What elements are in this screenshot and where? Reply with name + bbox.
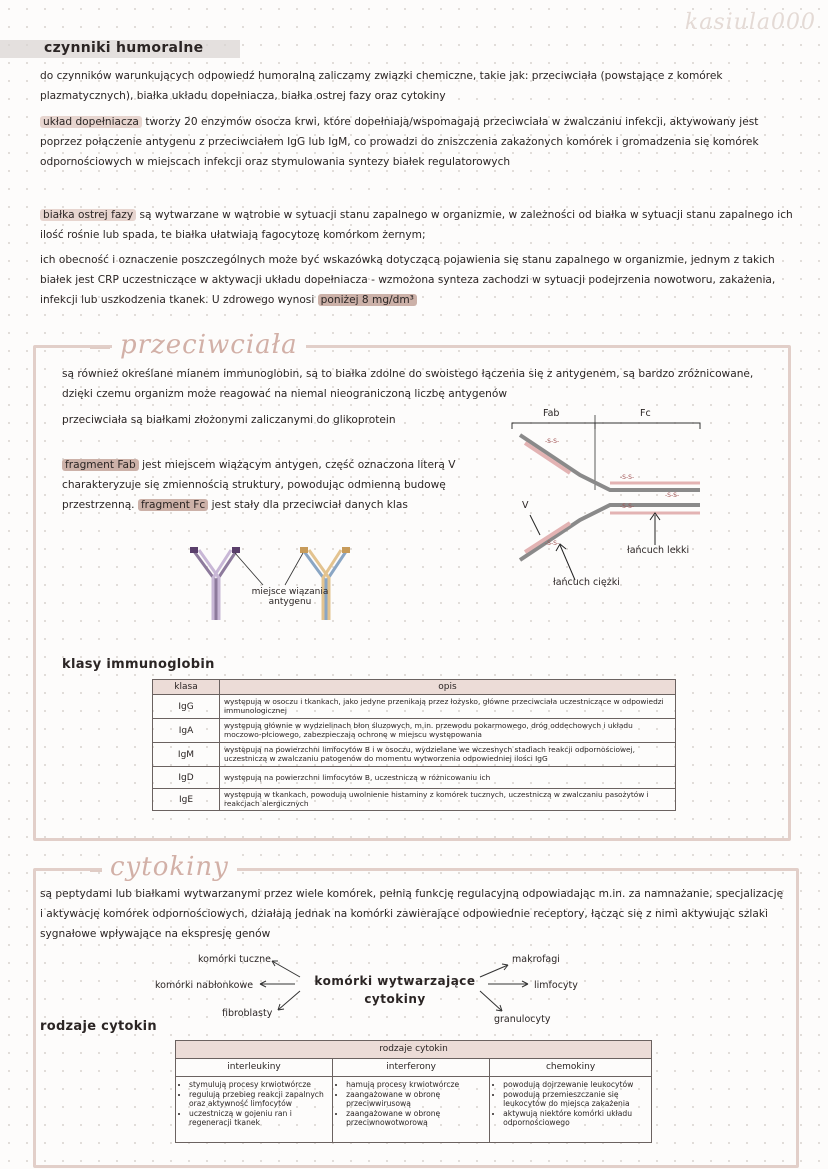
antibody-structure-diagram — [500, 405, 710, 595]
immunoglobulin-table — [152, 679, 676, 811]
list-item: • zaangażowane w obronę przeciwwirusową — [346, 1090, 484, 1108]
list-item: • uczestniczą w gojeniu ran i regeneracji tkanek — [189, 1109, 327, 1127]
list-item: • powodują dojrzewanie leukocytów — [503, 1080, 646, 1089]
cytokine-types-title: rodzaje cytokin — [40, 1019, 157, 1034]
term-acute-phase: białka ostrej fazy — [40, 209, 136, 221]
desc-cell: występują głównie w wydzielinach błon śluzowych, m.in. przewodu pokarmowego, dróg oddechowych i układu moczowo-płciowego, zabezpieczają ochronę w miejscu występowania — [220, 719, 676, 743]
table-row — [153, 767, 676, 789]
cytokine-table-caption: rodzaje cytokin — [176, 1041, 652, 1059]
producer-lymphocytes: limfocyty — [534, 980, 578, 991]
term-fc: fragment Fc — [138, 499, 208, 511]
complement-text: tworzy 20 enzymów osocza krwi, które dopełniają/wspomagają przeciwciała w zwalczaniu infekcji, aktywowany jest poprzez połączenie antygenu z przeciwciałem IgG lub IgM, co prowadzi do zniszczenia zakażonych komórek i gromadzenia się komórek odpornościowych w miejscach infekcji oraz stymulowania syntezy białek regulatorowych — [40, 116, 759, 169]
disulfide-label-3: -S-S- — [620, 503, 635, 510]
term-fab: fragment Fab — [62, 459, 139, 471]
term-complement: układ dopełniacza — [40, 116, 142, 128]
interleukins-cell — [176, 1076, 333, 1142]
crp-text: ich obecność i oznaczenie poszczególnych może być wskazówką dotyczącą pojawienia się stanu zapalnego w organizmie, jednym z takich białek jest CRP uczestniczące w aktywacji układu dopełniacza - wzmożona synteza zachodzi w sytuacji podejrzenia nowotworu, zakażenia, infekcji lub uszkodzenia tkanek. U zdrowego wynosi — [40, 254, 776, 307]
table-row — [153, 695, 676, 719]
disulfide-label-4: -S-S- — [665, 492, 680, 499]
list-item: • powodują przemieszczanie się leukocytów do miejsca zakażenia — [503, 1090, 646, 1108]
table-row — [153, 719, 676, 743]
title-deco-line — [90, 347, 110, 349]
crp-value: poniżej 8 mg/dm³ — [318, 294, 417, 306]
antibodies-glycoprotein: przeciwciała są białkami złożonymi zaliczanymi do glikoprotein — [62, 414, 396, 426]
class-cell: IgM — [153, 743, 220, 767]
section-title-cytokines: cytokiny — [102, 852, 237, 882]
cytokine-types-table — [175, 1040, 652, 1143]
fc-text: jest stały dla przeciwciał danych klas — [211, 499, 408, 512]
paragraph-acute-phase — [40, 205, 800, 245]
producer-center: komórki wytwarzające cytokiny — [314, 974, 476, 1006]
label-fc: Fc — [640, 408, 651, 419]
class-cell: IgG — [153, 695, 220, 719]
header-class: klasa — [153, 680, 220, 695]
small-antibodies-drawing — [185, 545, 375, 625]
desc-cell: występują w osoczu i tkankach, jako jedyne przenikają przez łożysko, główne przeciwciała uczestniczące w odpowiedzi immunologicznej — [220, 695, 676, 719]
class-cell: IgD — [153, 767, 220, 789]
list-item: • regulują przebieg reakcji zapalnych oraz aktywność limfocytów — [189, 1090, 327, 1108]
label-light-chain: łańcuch lekki — [627, 545, 690, 556]
disulfide-label-5: -S-S- — [545, 540, 560, 547]
classes-title: klasy immunoglobin — [62, 657, 215, 672]
paragraph-crp — [40, 250, 805, 310]
list-item: • hamują procesy krwiotwórcze — [346, 1080, 484, 1089]
desc-cell: występują w tkankach, powodują uwolnienie histaminy z komórek tucznych, uczestniczą w zwalczaniu pasożytów i reakcjach alergicznych — [220, 789, 676, 811]
fab-text: jest miejscem wiążącym antygen, część oznaczona literą V charakteryzuje się zmiennością struktury, powodując odmienną budowę przestrzenną. — [62, 459, 456, 512]
disulfide-label-2: -S-S- — [620, 474, 635, 481]
mind-map-arrows — [240, 955, 540, 1025]
producer-macrophages: makrofagi — [512, 954, 560, 965]
section-title-antibodies: przeciwciała — [112, 330, 306, 360]
header-interleukins: interleukiny — [176, 1058, 333, 1076]
list-item: • aktywują niektóre komórki układu odpornościowego — [503, 1109, 646, 1127]
section-title-humoral: czynniki humoralne — [44, 40, 204, 56]
producer-granulocytes: granulocyty — [494, 1014, 551, 1025]
interferons-cell — [333, 1076, 490, 1142]
antibody-left-icon — [190, 547, 240, 620]
class-cell: IgE — [153, 789, 220, 811]
label-fab: Fab — [543, 408, 560, 419]
fragment-description — [62, 455, 472, 515]
list-item: • zaangażowane w obronę przeciwnowotworową — [346, 1109, 484, 1127]
table-row — [153, 789, 676, 811]
chemokines-cell — [490, 1076, 652, 1142]
antibody-right-icon — [300, 547, 350, 620]
binding-site-label: miejsce wiązania antygenu — [251, 587, 329, 607]
acute-phase-text: są wytwarzane w wątrobie w sytuacji stanu zapalnego w organizmie, w zależności od białka w sytuacji stanu zapalnego ich ilość rośnie lub spada, te białka ułatwiają fagocytozę komórkom żernym; — [40, 209, 793, 242]
list-item: • stymulują procesy krwiotwórcze — [189, 1080, 327, 1089]
header-desc: opis — [220, 680, 676, 695]
watermark: kasiula000 — [684, 10, 816, 35]
title-deco-line-2 — [90, 870, 102, 872]
label-v: V — [522, 500, 529, 511]
desc-cell: występują na powierzchni limfocytów B, uczestniczą w różnicowaniu ich — [220, 767, 676, 789]
producer-epithelial: komórki nabłonkowe — [155, 980, 254, 991]
desc-cell: występują na powierzchni limfocytów B i w osoczu, wydzielane we wczesnych stadiach reakcji odpornościowej, uczestniczą w zwalczaniu patogenów do momentu wytworzenia odpowiedniej ilości IgG — [220, 743, 676, 767]
producer-mast-cells: komórki tuczne — [198, 954, 271, 965]
cytokines-intro: są peptydami lub białkami wytwarzanymi przez wiele komórek, pełnią funkcję regulacyjną odpowiadając m.in. za namnażanie, specjalizację i aktywację komórek odpornościowych, działają jednak na komórki zawierające odpowiednie receptory, łącząc się z nimi aktywując szlaki sygnałowe wpływające na ekspresję genów — [40, 888, 784, 941]
antibodies-intro: są również określane mianem immunoglobin, są to białka zdolne do swoistego łączenia się z antygenem, są bardzo zróżnicowane, dzięki czemu organizm może reagować na niemal nieograniczoną liczbę antygenów — [62, 368, 754, 401]
disulfide-label-1: -S-S- — [545, 438, 560, 445]
paragraph-complement — [40, 112, 800, 172]
class-cell: IgA — [153, 719, 220, 743]
header-chemokines: chemokiny — [490, 1058, 652, 1076]
table-row — [153, 743, 676, 767]
header-interferons: interferony — [333, 1058, 490, 1076]
producer-fibroblasts: fibroblasty — [222, 1008, 273, 1019]
paragraph-intro: do czynników warunkujących odpowiedź humoralną zaliczamy związki chemiczne, takie jak: przeciwciała (powstające z komórek plazmatycznych), białka układu dopełniacza, białka ostrej fazy oraz cytokiny — [40, 70, 723, 103]
label-heavy-chain: łańcuch ciężki — [553, 577, 620, 588]
